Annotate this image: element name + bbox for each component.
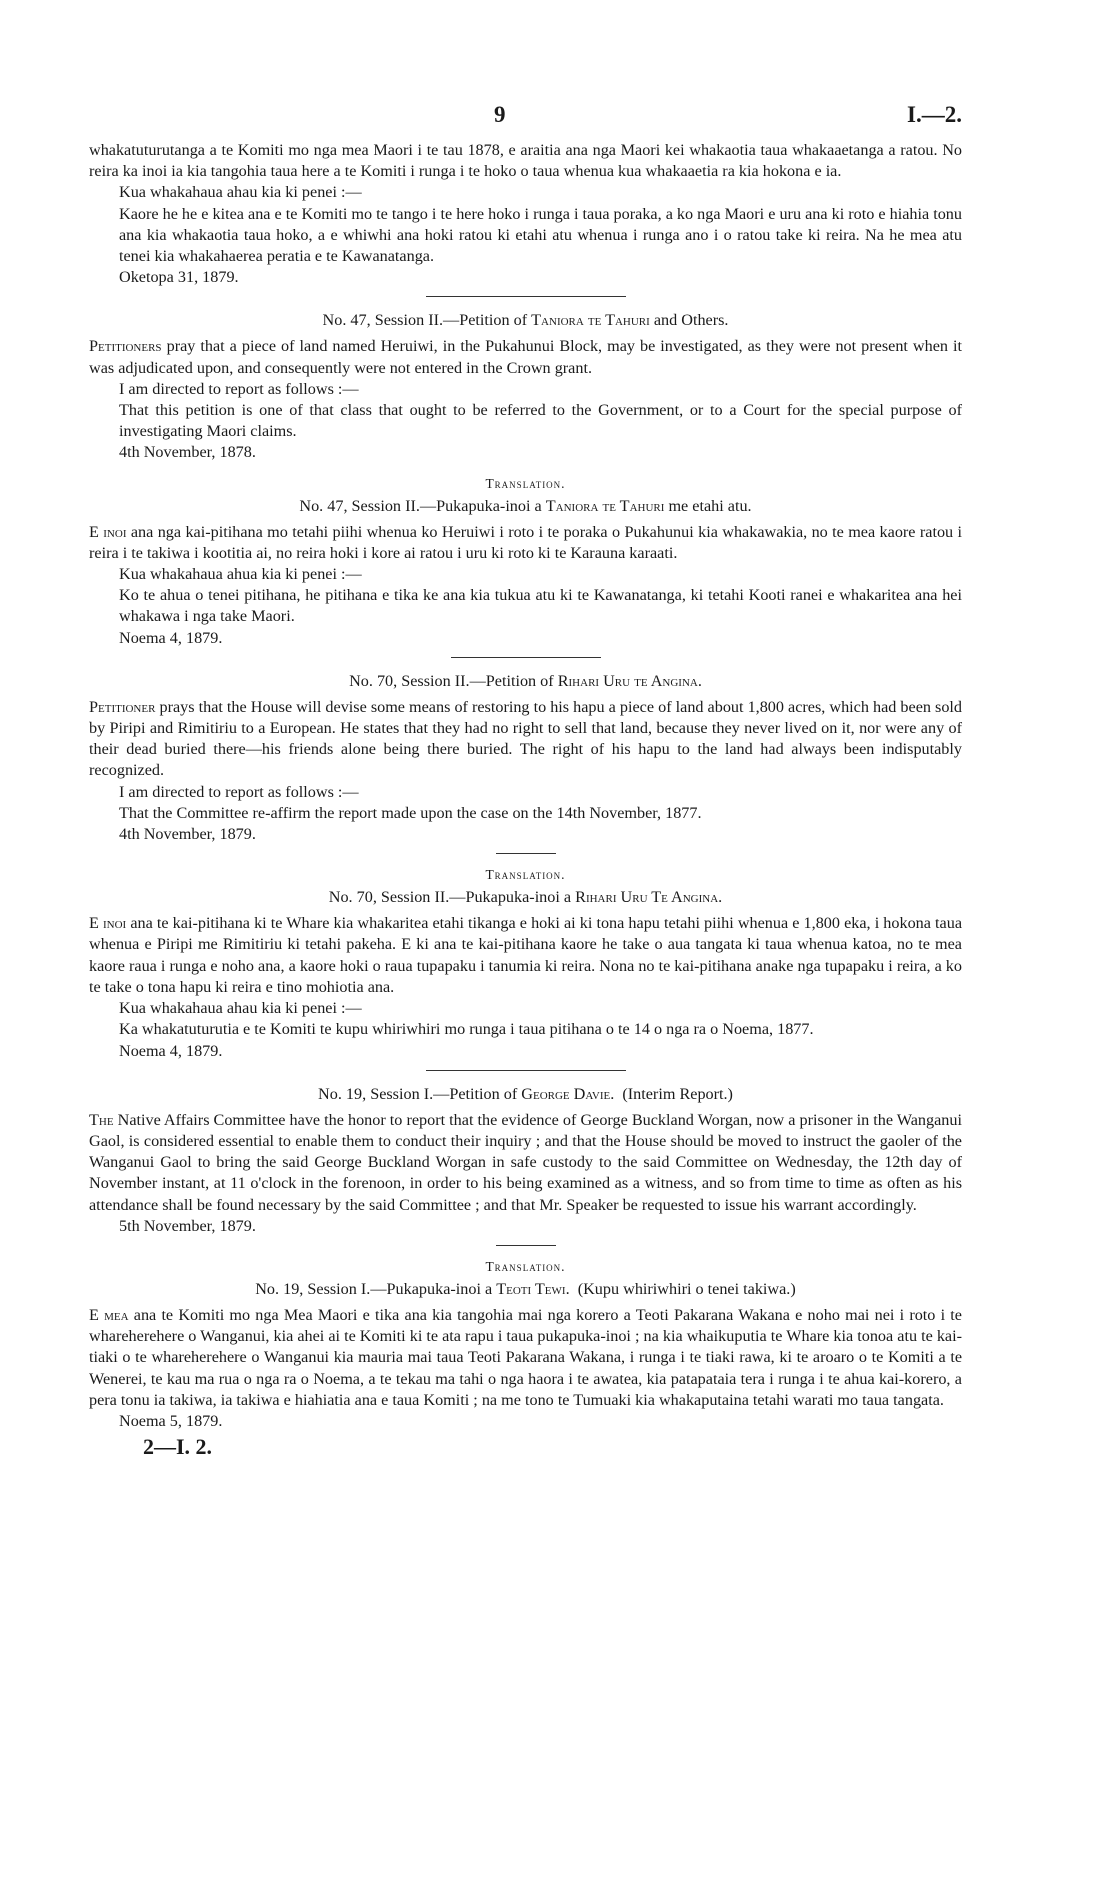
translation-label: Translation. [485,1258,566,1274]
section-divider [496,1245,556,1246]
page-header [89,100,962,140]
petitioner-name: George Davie. [521,1084,615,1103]
petition-47-translation-report: Ko te ahua o tenei pitihana, he pitihana e tika ke ana kia tukua atu ki te Kawanatanga, ki tetahi Kooti ranei e whakaritea ana hei whakawa i nga take Maori. [119,586,962,626]
petition-47-heading: No. 47, Session II.—Petition of Taniora te Tahuri and Others. [322,311,729,330]
petition-47-report: That this petition is one of that class that ought to be referred to the Government, or to a Court for the special purpose of investigating Maori claims. [119,401,962,441]
petition-47-translation-body: E inoi ana nga kai-pitihana mo tetahi piihi whenua ko Heruiwi i roto i te poraka o Pukahunui kia whakawakia, no te mea kaore ratou i reira i te takiwa i kootitia ai, no reira hoki i kore ai ratou i uru ki roto ki te Karauna karaati. [89,522,963,562]
section-divider [426,296,626,297]
petition-70-translation-directed: Kua whakahaua ahau kia ki penei :— [119,999,362,1018]
petition-47-translation-heading: No. 47, Session II.—Pukapuka-inoi a Taniora te Tahuri me etahi atu. [299,496,752,515]
petition-19-translation-date: Noema 5, 1879. [119,1411,223,1430]
petition-70-translation-date: Noema 4, 1879. [119,1041,223,1060]
petition-70-body: Petitioner prays that the House will devise some means of restoring to his hapu a piece of land about 1,800 acres, which had been sold by Piripi and Rimitiriu to a European. He states that they had no right to sell that land, because they never lived on it, nor were any of their dead buried there—his friends alone being there buried. The right of his hapu to the land had always been indisputably recognized. [89,697,963,780]
petition-47-date: 4th November, 1878. [119,443,256,462]
document-page [89,100,962,1460]
petition-19-translation-heading: No. 19, Session I.—Pukapuka-inoi a Teoti Tewi. (Kupu whiriwhiri o tenei takiwa.) [255,1279,796,1298]
petition-70-heading: No. 70, Session II.—Petition of Rihari Uru te Angina. [349,671,702,690]
translation-label: Translation. [485,867,566,883]
petition-70-report: That the Committee re-affirm the report made upon the case on the 14th November, 1877. [119,803,702,822]
page-number: 9 [494,102,506,127]
petition-47-translation-directed: Kua whakahaua ahua kia ki penei :— [119,565,362,584]
intro-report: Kaore he he e kitea ana e te Komiti mo te tango i te here hoko i runga i taua poraka, a ko nga Maori e uru ana ki roto e hiahia tonu ana kia whakaotia taua hoko, a e whiwhi ana hoki ratou ki etahi atu whenua i runga ano i o ratou take ki reira. Na he mea atu tenei kia whakahaerea peratia e te Kawanatanga. [119,204,962,266]
petition-47-translation-date: Noema 4, 1879. [119,628,223,647]
petitioner-name: Taniora te Tahuri [531,311,650,330]
translation-label: Translation. [485,475,566,491]
intro-directed: Kua whakahaua ahau kia ki penei :— [119,183,362,202]
petition-19-translation-body: E mea ana te Komiti mo nga Mea Maori e tika ana kia tangohia mai nga korero a Teoti Pakarana Wakana e noho mai nei i roto i te whareherehere o Wanganui, kia ahei ai te Komiti ki te ata rapu i taua pukapuka-inoi ; na kia whaikuputia te Whare kia tonoa atu te kai-tiaki o te whareherehere o Wanganui kia mauria mai taua Teoti Pakarana Wakana, i runga i te tiaki rawa, ki te aroaro o te Komiti a te Wenerei, te kau ma rua o nga ra o Noema, a te tekau ma tahi o nga haora i te awatea, kia patapataia tera i runga i te ahua kai-korero, a pera tonu ia takiwa, ia takiwa e hiahiatia ana e taua Komiti ; na me tono te Tumuaki kia whakaputaina tetahi warati mo taua tangata. [89,1305,962,1409]
petition-70-translation-report: Ka whakatuturutia e te Komiti te kupu whiriwhiri mo runga i taua pitihana o te 14 o nga ra o Noema, 1877. [119,1020,814,1039]
petition-19-body: The Native Affairs Committee have the honor to report that the evidence of George Buckland Worgan, now a prisoner in the Wanganui Gaol, is considered essential to enable them to conduct their inquiry ; and that the House should be moved to instruct the gaoler of the Wanganui Gaol to bring the said George Buckland Worgan in safe custody to the said Committee on Wednesday, the 12th day of November instant, at 11 o'clock in the forenoon, in order to his being examined as a witness, and so from time to time as often as his attendance shall be found necessary by the said Committee ; and that Mr. Speaker be requested to issue his warrant accordingly. [89,1110,962,1214]
signature-mark: 2—I. 2. [143,1434,213,1460]
petition-47-body: Petitioners pray that a piece of land named Heruiwi, in the Pukahunui Block, may be investigated, as they were not present when it was adjudicated upon, and consequently were not entered in the Crown grant. [89,337,963,377]
petition-70-directed: I am directed to report as follows :— [119,782,359,801]
document-reference: I.—2. [907,102,962,127]
petition-19-heading: No. 19, Session I.—Petition of George Davie. (Interim Report.) [318,1084,733,1103]
section-divider [496,853,556,854]
petitioner-name: Rihari Uru te Angina. [557,671,702,690]
petition-70-translation-heading: No. 70, Session II.—Pukapuka-inoi a Rihari Uru Te Angina. [328,888,723,907]
petition-47-directed: I am directed to report as follows :— [119,379,359,398]
petition-19-date: 5th November, 1879. [119,1216,256,1235]
section-divider [451,657,601,658]
section-divider [426,1070,626,1071]
intro-date: Oketopa 31, 1879. [119,268,239,287]
petition-70-date: 4th November, 1879. [119,825,256,844]
petition-70-translation-body: E inoi ana te kai-pitihana ki te Whare kia whakaritea etahi tikanga e hoki ai ki tona hapu tetahi piihi whenua e 1,800 eka, i hokona taua whenua e Piripi me Rimitiriu ki tetahi pakeha. E ki ana te kai-pitihana kaore he take o aua tangata ki taua whenua katoa, no te mea kaore raua i runga e noho ana, a kaore hoki o raua tupapaku i tanumia ki reira. Nona no te kai-pitihana anake nga tupapaku i reira, a ko te take o tona hapu ki reira e tino mohiotia ana. [89,914,963,996]
intro-paragraph: whakatuturutanga a te Komiti mo nga mea Maori i te tau 1878, e araitia ana nga Maori kei whakaotia taua whakaaetanga a ratou. No reira ka inoi ia kia tangohia taua here a te Komiti i runga i te hoko o taua whenua kua whakaaetia ra kia hokona e ia. [89,141,962,181]
